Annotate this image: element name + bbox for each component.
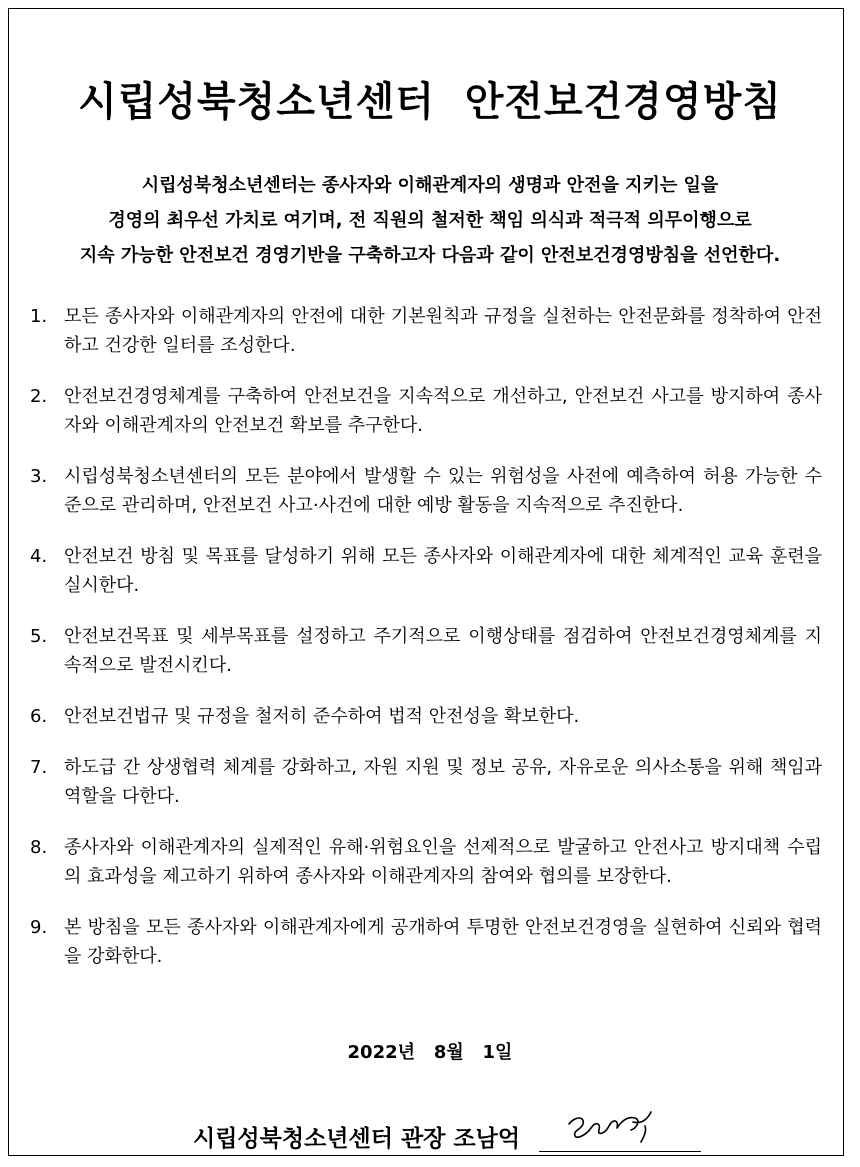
document-date: 2022년 8월 1일 bbox=[347, 1042, 513, 1063]
handwritten-signature bbox=[561, 1102, 661, 1150]
policy-item bbox=[30, 382, 822, 440]
policy-item-number: 6. bbox=[30, 706, 48, 727]
policy-item bbox=[30, 302, 822, 360]
signature-block bbox=[193, 1100, 713, 1160]
policy-item bbox=[30, 753, 822, 811]
policy-item-text: 안전보건목표 및 세부목표를 설정하고 주기적으로 이행상태를 점검하여 안전보건경영체계를 지속적으로 발전시킨다. bbox=[64, 626, 822, 676]
preamble-line: 지속 가능한 안전보건 경영기반을 구축하고자 다음과 같이 안전보건경영방침을 선언한다. bbox=[79, 245, 781, 266]
policy-item-text: 안전보건법규 및 규정을 철저히 준수하여 법적 안전성을 확보한다. bbox=[64, 706, 580, 727]
policy-item bbox=[30, 622, 822, 680]
policy-item-number: 4. bbox=[30, 546, 48, 567]
preamble-line: 시립성북청소년센터는 종사자와 이해관계자의 생명과 안전을 지키는 일을 bbox=[141, 175, 719, 196]
signature-line bbox=[539, 1151, 701, 1152]
policy-item-text: 종사자와 이해관계자의 실제적인 유해·위험요인을 선제적으로 발굴하고 안전사고 방지대책 수립의 효과성을 제고하기 위하여 종사자와 이해관계자의 참여와 협의를 보장한다. bbox=[64, 837, 822, 887]
policy-item-text: 안전보건경영체계를 구축하여 안전보건을 지속적으로 개선하고, 안전보건 사고를 방지하여 종사자와 이해관계자의 안전보건 확보를 추구한다. bbox=[64, 386, 822, 436]
policy-item-number: 2. bbox=[30, 386, 48, 407]
policy-item-text: 본 방침을 모든 종사자와 이해관계자에게 공개하여 투명한 안전보건경영을 실현하여 신뢰와 협력을 강화한다. bbox=[64, 917, 822, 967]
policy-item bbox=[30, 913, 822, 971]
policy-item-number: 7. bbox=[30, 757, 48, 778]
policy-item-number: 3. bbox=[30, 466, 48, 487]
preamble bbox=[20, 168, 840, 273]
document-title: 시립성북청소년센터 안전보건경영방침 bbox=[78, 79, 782, 125]
policy-item-number: 9. bbox=[30, 917, 48, 938]
policy-item-text: 시립성북청소년센터의 모든 분야에서 발생할 수 있는 위험성을 사전에 예측하여 허용 가능한 수준으로 관리하며, 안전보건 사고·사건에 대한 예방 활동을 지속적으로 추진한다. bbox=[64, 466, 822, 516]
preamble-line: 경영의 최우선 가치로 여기며, 전 직원의 철저한 책임 의식과 적극적 의무이행으로 bbox=[108, 210, 752, 231]
policy-item bbox=[30, 702, 822, 731]
signatory-name: 시립성북청소년센터 관장 조남억 bbox=[193, 1126, 521, 1152]
policy-item-number: 8. bbox=[30, 837, 48, 858]
policy-item-number: 5. bbox=[30, 626, 48, 647]
policy-list bbox=[30, 302, 822, 993]
policy-item-text: 안전보건 방침 및 목표를 달성하기 위해 모든 종사자와 이해관계자에 대한 체계적인 교육 훈련을 실시한다. bbox=[64, 546, 822, 596]
policy-item bbox=[30, 462, 822, 520]
policy-item-text: 모든 종사자와 이해관계자의 안전에 대한 기본원칙과 규정을 실천하는 안전문화를 정착하여 안전하고 건강한 일터를 조성한다. bbox=[64, 306, 822, 356]
policy-item bbox=[30, 833, 822, 891]
policy-item-text: 하도급 간 상생협력 체계를 강화하고, 자원 지원 및 정보 공유, 자유로운 의사소통을 위해 책임과 역할을 다한다. bbox=[64, 757, 822, 807]
policy-item bbox=[30, 542, 822, 600]
policy-item-number: 1. bbox=[30, 306, 48, 327]
